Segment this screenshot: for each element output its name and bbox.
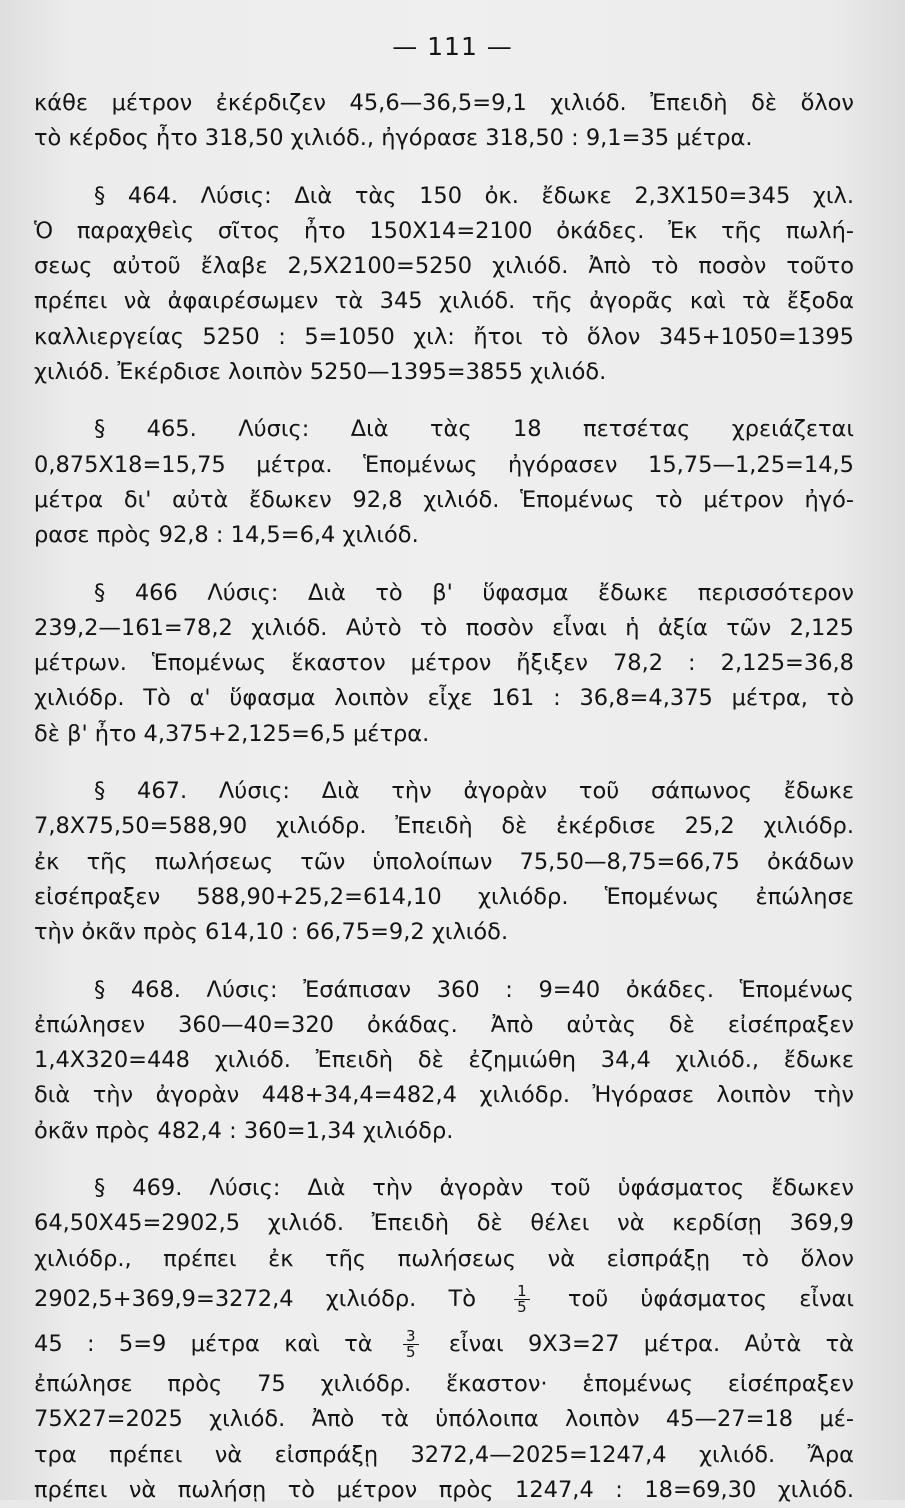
paragraph-469 bbox=[34, 1171, 854, 1508]
text-segment: 45 : 5=9 μέτρα καὶ τὰ bbox=[34, 1330, 373, 1357]
text-line: δὲ β' ἦτο 4,375+2,125=6,5 μέτρα. bbox=[34, 720, 430, 747]
paragraph-466 bbox=[34, 576, 854, 752]
fraction-denominator: 5 bbox=[405, 1342, 416, 1361]
paragraph-468 bbox=[34, 973, 854, 1149]
text-line: ἐπώλησεν 360—40=320 ὀκάδας. Ἀπὸ αὐτὰς δὲ εἰσέπραξεν bbox=[34, 1011, 854, 1038]
text-line: κάθε μέτρον ἐκέρδιζεν 45,6—36,5=9,1 χιλιόδ. Ἐπειδὴ δὲ ὅλον bbox=[34, 90, 854, 116]
text-line: χιλιόδ. Ἐκέρδισε λοιπὸν 5250—1395=3855 χιλιόδ. bbox=[34, 359, 607, 386]
text-line: τὴν ὀκᾶν πρὸς 614,10 : 66,75=9,2 χιλιόδ. bbox=[34, 919, 509, 946]
text-line: Ὁ παραχθεὶς σῖτος ἦτο 150X14=2100 ὀκάδες. Ἐκ τῆς πωλή- bbox=[34, 217, 854, 244]
paragraph-467 bbox=[34, 774, 854, 950]
text-line: 7,8X75,50=588,90 χιλιόδρ. Ἐπειδὴ δὲ ἐκέρδισε 25,2 χιλιόδρ. bbox=[34, 813, 854, 840]
text-segment: τοῦ ὑφάσματος εἶναι bbox=[567, 1285, 854, 1312]
text-line: 64,50X45=2902,5 χιλιόδ. Ἐπειδὴ δὲ θέλει νὰ κερδίσῃ 369,9 bbox=[34, 1210, 854, 1237]
fraction-numerator: 3 bbox=[403, 1329, 419, 1345]
text-line: μέτρα δι' αὐτὰ ἔδωκεν 92,8 χιλιόδ. Ἑπομένως τὸ μέτρον ἠγό- bbox=[34, 486, 854, 513]
text-line: § 468. Λύσις: Ἐσάπισαν 360 : 9=40 ὀκάδες. Ἑπομένως bbox=[94, 976, 854, 1003]
text-line-with-fraction bbox=[34, 1277, 854, 1322]
text-line: εἰσέπραξεν 588,90+25,2=614,10 χιλιόδρ. Ἑπομένως ἐπώλησε bbox=[34, 883, 854, 910]
fraction-denominator: 5 bbox=[517, 1297, 527, 1316]
text-line: καλλιεργείας 5250 : 5=1050 χιλ: ἤτοι τὸ ὅλον 345+1050=1395 bbox=[34, 323, 854, 350]
paragraph-continued bbox=[34, 86, 854, 157]
text-line: διὰ τὴν ἀγορὰν 448+34,4=482,4 χιλιόδρ. Ἠγόρασε λοιπὸν τὴν bbox=[34, 1082, 854, 1109]
page-body bbox=[34, 86, 854, 1508]
fraction-numerator: 1 bbox=[514, 1284, 530, 1300]
text-line: σεως αὐτοῦ ἔλαβε 2,5X2100=5250 χιλιόδ. Ἀπὸ τὸ ποσὸν τοῦτο bbox=[34, 253, 854, 280]
fraction bbox=[403, 1326, 419, 1361]
text-segment: εἶναι 9X3=27 μέτρα. Αὐτὰ τὰ bbox=[448, 1330, 854, 1357]
text-line: πρέπει νὰ ἀφαιρέσωμεν τὰ 345 χιλιόδ. τῆς ἀγορᾶς καὶ τὰ ἔξοδα bbox=[34, 288, 854, 315]
text-line: τὸ κέρδος ἦτο 318,50 χιλιόδ., ἠγόρασε 318,50 : 9,1=35 μέτρα. bbox=[34, 125, 753, 152]
text-line: ἐκ τῆς πωλήσεως τῶν ὑπολοίπων 75,50—8,75=66,75 ὀκάδων bbox=[34, 848, 854, 875]
text-line: § 464. Λύσις: Διὰ τὰς 150 ὀκ. ἔδωκε 2,3X150=345 χιλ. bbox=[94, 182, 854, 209]
text-segment: 2902,5+369,9=3272,4 χιλιόδρ. Τὸ bbox=[34, 1285, 476, 1312]
page-number: — 111 — bbox=[392, 32, 513, 61]
paragraph-465 bbox=[34, 412, 854, 553]
text-line: § 465. Λύσις: Διὰ τὰς 18 πετσέτας χρειάζεται bbox=[94, 416, 854, 443]
text-line: τρα πρέπει νὰ εἰσπράξῃ 3272,4—2025=1247,4 χιλιόδ. Ἄρα bbox=[34, 1441, 854, 1468]
paragraph-464 bbox=[34, 179, 854, 391]
text-line: 1,4X320=448 χιλιόδ. Ἐπειδὴ δὲ ἐζημιώθη 34,4 χιλιόδ., ἔδωκε bbox=[34, 1047, 854, 1074]
text-line: § 466 Λύσις: Διὰ τὸ β' ὕφασμα ἔδωκε περισσότερον bbox=[94, 579, 854, 606]
fraction bbox=[514, 1281, 530, 1316]
text-line: 75X27=2025 χιλιόδ. Ἀπὸ τὰ ὑπόλοιπα λοιπὸν 45—27=18 μέ- bbox=[34, 1406, 854, 1433]
text-line: ὀκᾶν πρὸς 482,4 : 360=1,34 χιλιόδρ. bbox=[34, 1117, 454, 1144]
text-line: § 469. Λύσις: Διὰ τὴν ἀγορὰν τοῦ ὑφάσματος ἔδωκεν bbox=[94, 1175, 854, 1202]
text-line: πρέπει νὰ πωλήσῃ τὸ μέτρον πρὸς 1247,4 : 18=69,30 χιλιόδ. bbox=[34, 1476, 854, 1503]
text-line: ἐπώλησε πρὸς 75 χιλιόδρ. ἕκαστον· ἑπομένως εἰσέπραξεν bbox=[34, 1370, 854, 1397]
text-line: 239,2—161=78,2 χιλιόδ. Αὐτὸ τὸ ποσὸν εἶναι ἡ ἀξία τῶν 2,125 bbox=[34, 614, 854, 641]
text-line: § 467. Λύσις: Διὰ τὴν ἀγορὰν τοῦ σάπωνος ἔδωκε bbox=[94, 778, 854, 805]
text-line-with-fraction bbox=[34, 1322, 854, 1367]
text-line: χιλιόδρ., πρέπει ἐκ τῆς πωλήσεως νὰ εἰσπράξῃ τὸ ὅλον bbox=[34, 1245, 854, 1272]
text-line: μέτρων. Ἑπομένως ἕκαστον μέτρον ἤξιξεν 78,2 : 2,125=36,8 bbox=[34, 650, 854, 677]
text-line: 0,875X18=15,75 μέτρα. Ἑπομένως ἠγόρασεν 15,75—1,25=14,5 bbox=[34, 451, 854, 478]
text-line: χιλιόδρ. Τὸ α' ὕφασμα λοιπὸν εἶχε 161 : 36,8=4,375 μέτρα, τὸ bbox=[34, 685, 854, 712]
text-line: ρασε πρὸς 92,8 : 14,5=6,4 χιλιόδ. bbox=[34, 522, 419, 549]
